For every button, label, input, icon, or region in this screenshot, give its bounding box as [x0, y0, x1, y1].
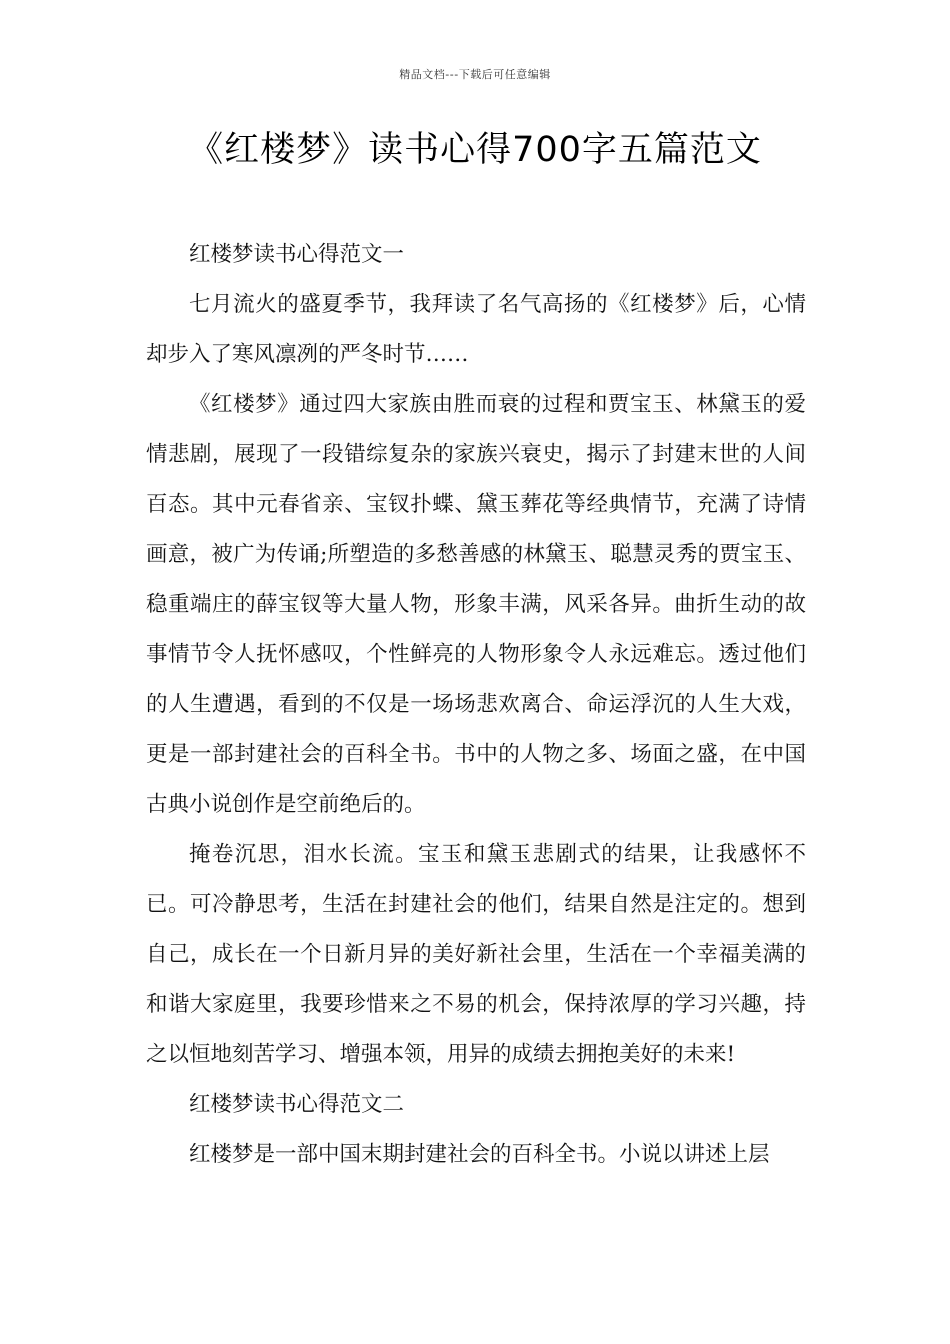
paragraph-2: 《红楼梦》通过四大家族由胜而衰的过程和贾宝玉、林黛玉的爱情悲剧，展现了一段错综复杂的家族兴衰史，揭示了封建末世的人间百态。其中元春省亲、宝钗扑蝶、黛玉葬花等经典情节，充满了诗情画意，被广为传诵;所塑造的多愁善感的林黛玉、聪慧灵秀的贾宝玉、稳重端庄的薛宝钗等大量人物，形象丰满，风采各异。曲折生动的故事情节令人抚怀感叹，个性鲜亮的人物形象令人永远难忘。透过他们的人生遭遇，看到的不仅是一场场悲欢离合、命运浮沉的人生大戏，更是一部封建社会的百科全书。书中的人物之多、场面之盛，在中国古典小说创作是空前绝后的。 [146, 392, 806, 817]
section-heading-2: 红楼梦读书心得范文二 [189, 1092, 405, 1117]
paragraph-3: 掩卷沉思，泪水长流。宝玉和黛玉悲剧式的结果，让我感怀不已。可冷静思考，生活在封建社会的他们，结果自然是注定的。想到自己，成长在一个日新月异的美好新社会里，生活在一个幸福美满的和谐大家庭里，我要珍惜来之不易的机会，保持浓厚的学习兴趣，持之以恒地刻苦学习、增强本领，用异的成绩去拥抱美好的未来! [146, 842, 806, 1067]
document-body [146, 230, 806, 1180]
section-heading-1: 红楼梦读书心得范文一 [189, 242, 405, 267]
paragraph-4: 红楼梦是一部中国末期封建社会的百科全书。小说以讲述上层 [189, 1142, 770, 1167]
paragraph-1: 七月流火的盛夏季节，我拜读了名气高扬的《红楼梦》后，心情却步入了寒风凛冽的严冬时节…… [146, 292, 806, 367]
document-title: 《红楼梦》读书心得700字五篇范文 [188, 130, 762, 170]
header-note: 精品文档---下载后可任意编辑 [399, 68, 551, 81]
